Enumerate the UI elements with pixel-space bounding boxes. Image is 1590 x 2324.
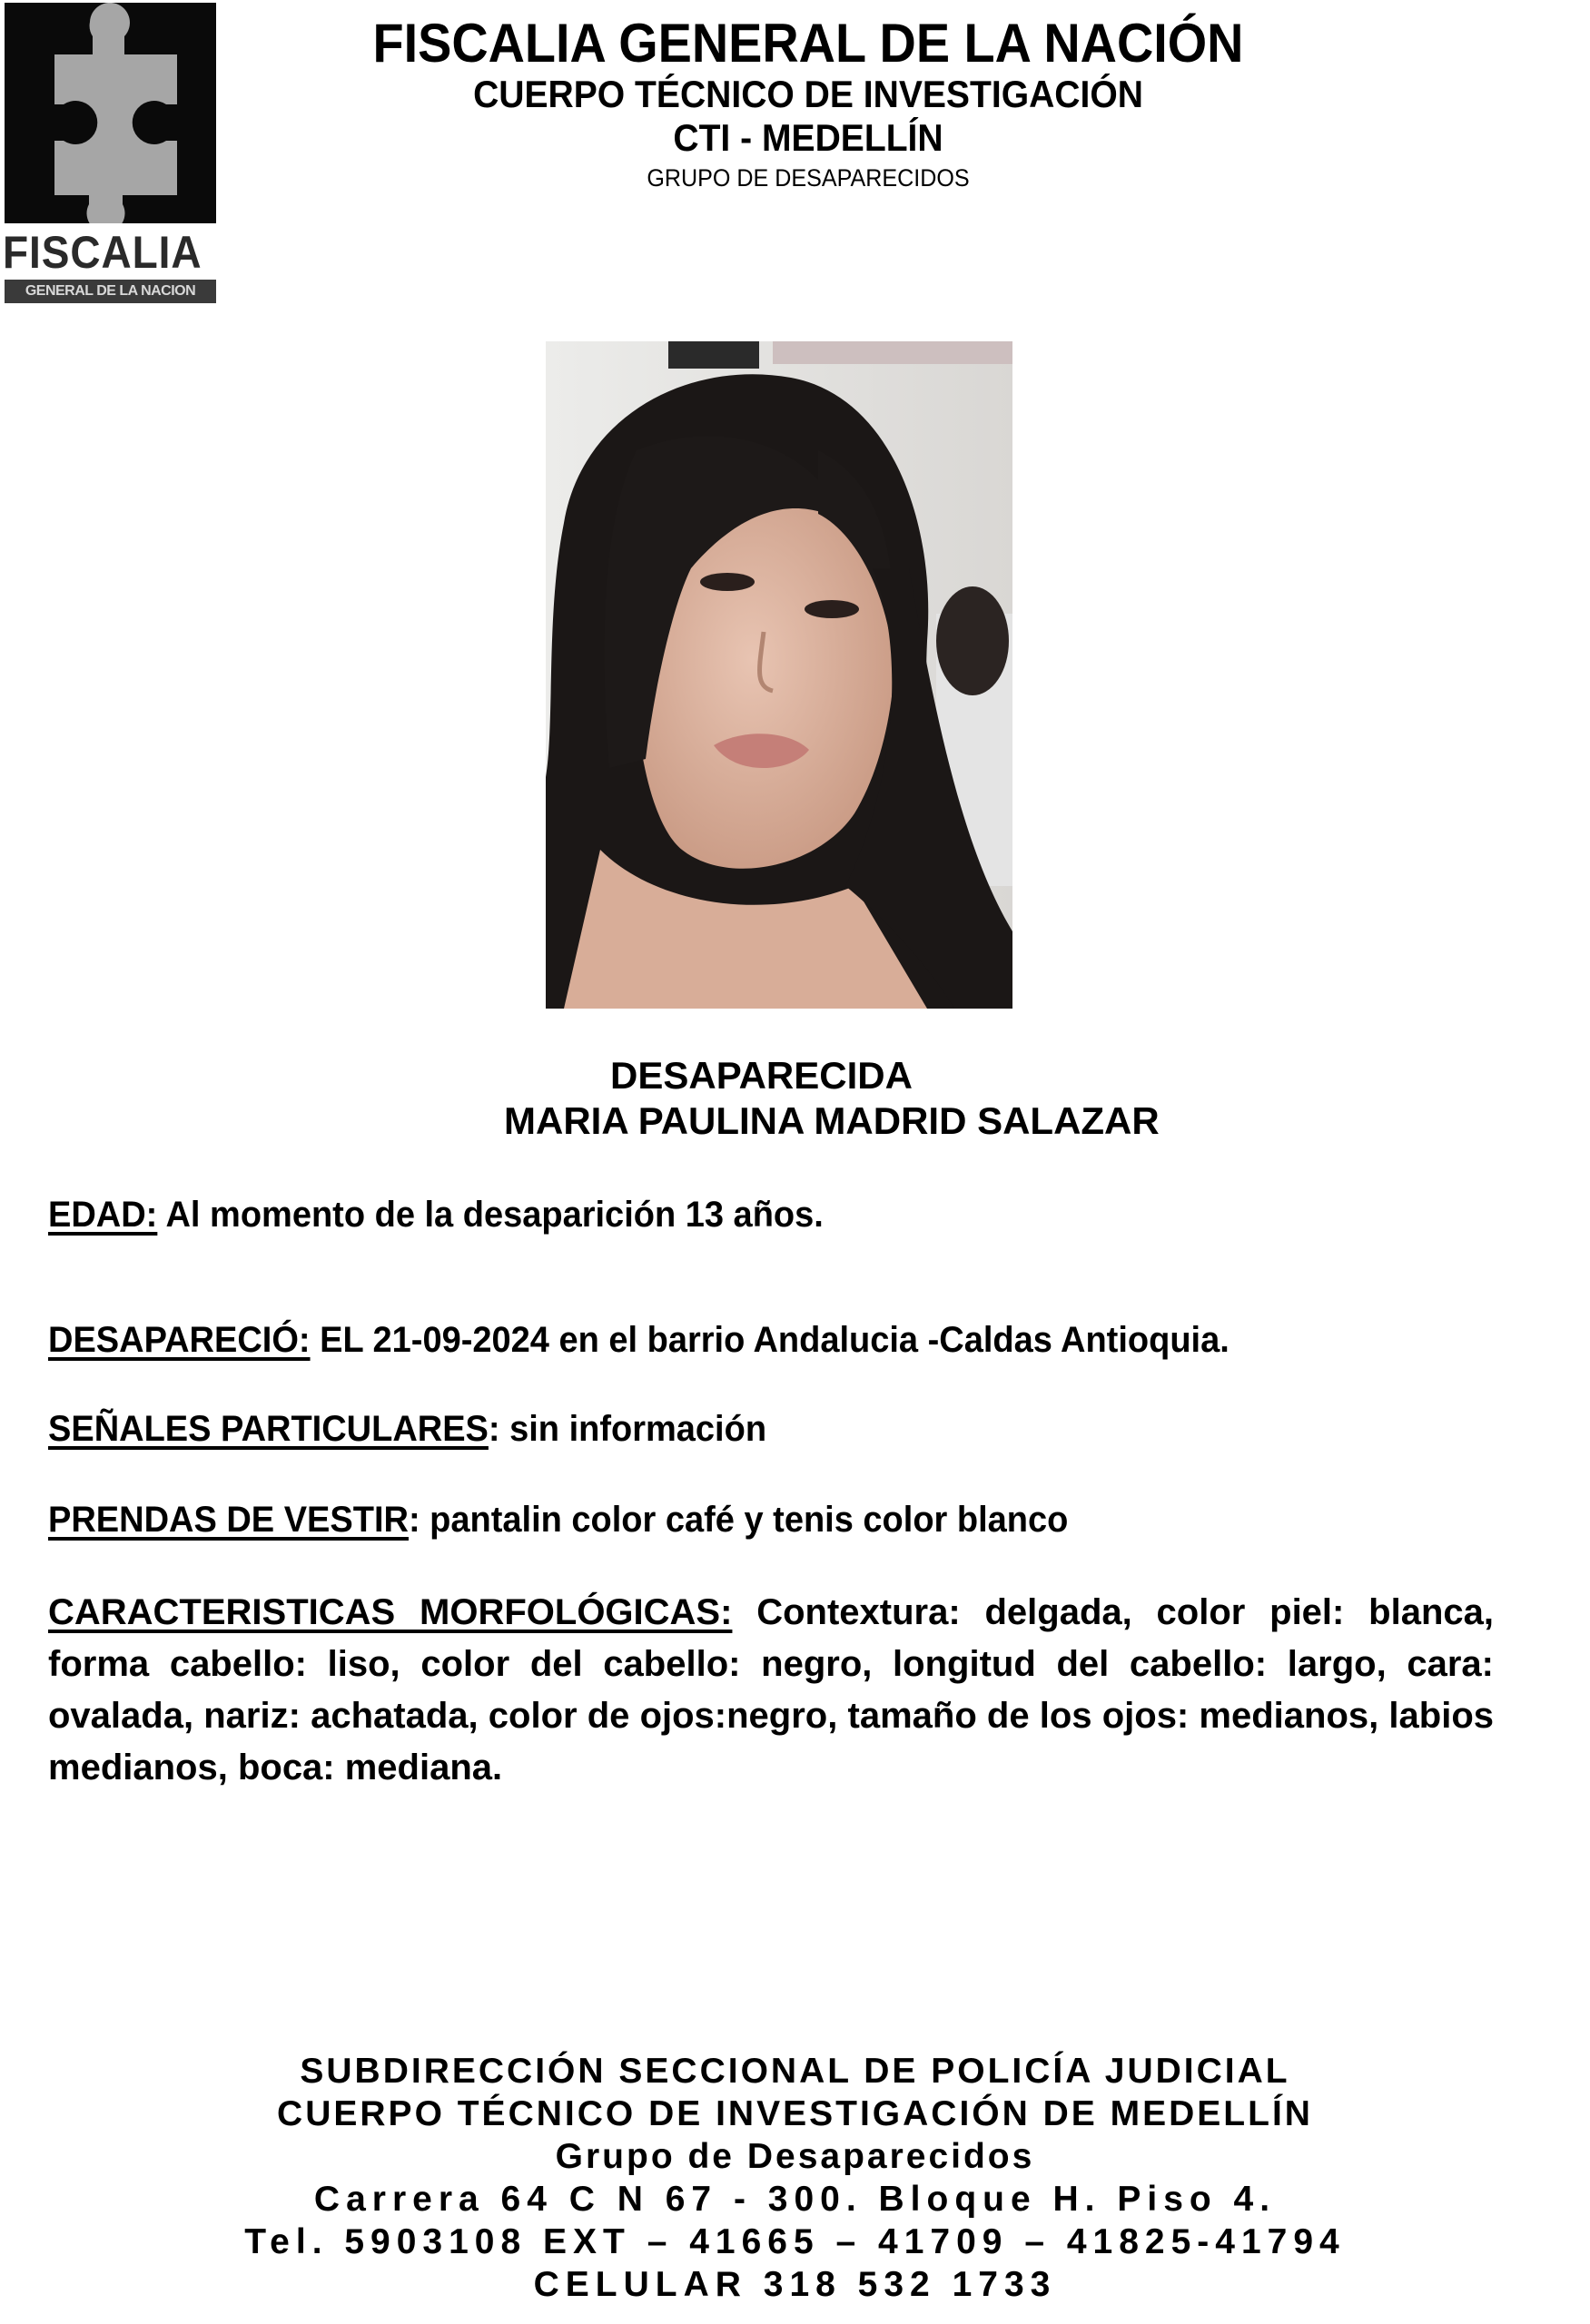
field-edad [48,1189,1421,1241]
header-group: GRUPO DE DESAPARECIDOS [647,164,970,192]
field-senales-label: SEÑALES PARTICULARES [48,1409,489,1449]
field-morfologicas-value: Contextura: delgada, color piel: blanca, forma cabello: liso, color del cabello: negro, longitud del cabello: largo, cara: ovalada, nariz: achatada, color de ojos:negro, tamaño de los ojos: medianos, labios medianos, boca: mediana. [48,1592,1494,1787]
field-edad-label: EDAD: [48,1195,158,1235]
person-name: MARIA PAULINA MADRID SALAZAR [504,1099,1160,1142]
logo-wordmark: FISCALIA [3,227,202,278]
field-desaparecio [48,1315,1421,1366]
field-prendas [48,1494,1421,1546]
status-title: DESAPARECIDA [610,1054,913,1097]
field-desaparecio-value: EL 21-09-2024 en el barrio Andalucia -Caldas Antioquia. [310,1320,1230,1360]
footer-address: Carrera 64 C N 67 - 300. Bloque H. Piso 4. [313,2180,1277,2219]
fiscalia-logo [3,3,217,305]
portrait-illustration [546,341,1012,1009]
header-subtitle: CUERPO TÉCNICO DE INVESTIGACIÓN [473,73,1143,115]
field-morfologicas [48,1587,1494,1794]
field-edad-value: Al momento de la desaparición 13 años. [157,1195,824,1235]
field-prendas-value: : pantalin color café y tenis color blanco [408,1500,1069,1540]
logo-background [5,3,216,223]
footer-subdireccion: SUBDIRECCIÓN SECCIONAL DE POLICÍA JUDICIAL [300,2052,1290,2091]
field-senales-value: : sin información [488,1409,767,1449]
footer-mobile: CELULAR 318 532 1733 [533,2265,1057,2304]
footer-phone: Tel. 5903108 EXT – 41665 – 41709 – 41825-41794 [244,2222,1346,2261]
puzzle-piece-icon [5,3,216,223]
field-morfologicas-label: CARACTERISTICAS MORFOLÓGICAS: [48,1592,733,1632]
field-desaparecio-label: DESAPARECIÓ: [48,1320,311,1360]
header-title: FISCALIA GENERAL DE LA NACIÓN [372,13,1244,74]
header-unit: CTI - MEDELLÍN [673,116,943,159]
logo-subline: GENERAL DE LA NACION [5,280,216,303]
field-prendas-label: PRENDAS DE VESTIR [48,1500,409,1540]
footer-cti: CUERPO TÉCNICO DE INVESTIGACIÓN DE MEDELLÍN [277,2094,1313,2133]
field-senales [48,1403,1421,1455]
footer-group: Grupo de Desaparecidos [555,2137,1035,2176]
missing-person-photo [546,341,1012,1009]
